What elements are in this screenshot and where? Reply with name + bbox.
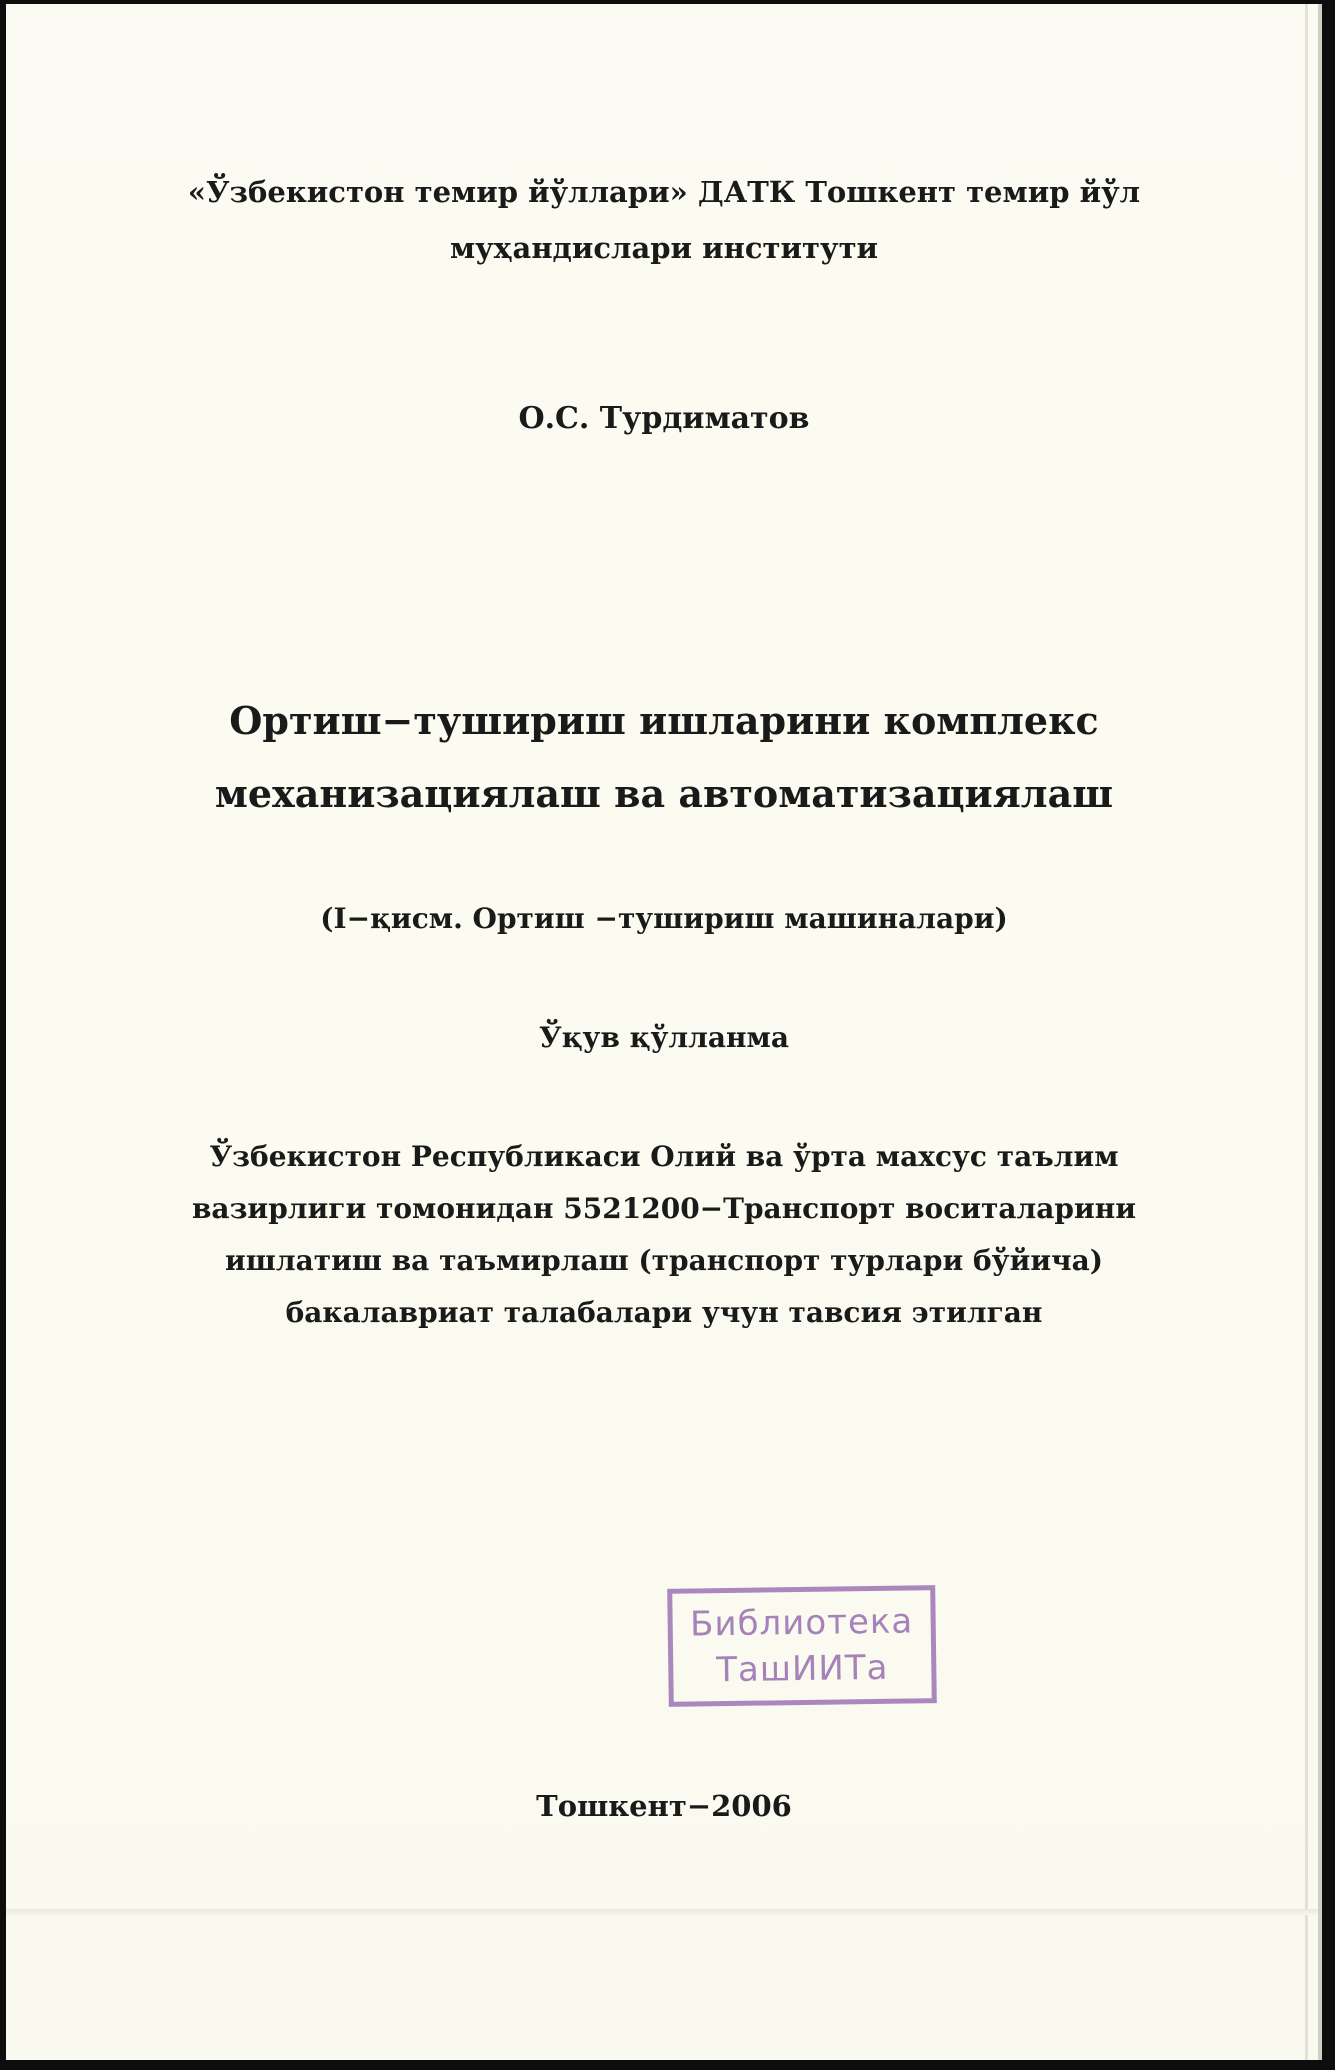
page-fold-line xyxy=(6,1909,1318,1915)
institution-heading xyxy=(6,164,1322,276)
document-type: Ўқув қўлланма xyxy=(538,1021,790,1054)
institution-line-2: муҳандислари институти xyxy=(449,231,879,265)
institution-line-1: «Ўзбекистон темир йўллари» ДАТК Тошкент темир йўл xyxy=(187,175,1141,209)
approval-line-4: бакалавриат талабалари учун тавсия этилган xyxy=(285,1296,1043,1329)
city-year: Тошкент−2006 xyxy=(536,1789,792,1823)
stamp-line-1: Библиотека xyxy=(689,1601,914,1645)
title-page xyxy=(6,4,1322,2060)
stamp-line-2: ТашИИТа xyxy=(715,1647,889,1691)
book-title-line-1: Ортиш−тушириш ишларини комплекс xyxy=(229,698,1099,743)
book-title xyxy=(6,684,1322,830)
library-stamp xyxy=(667,1585,937,1707)
approval-line-2: вазирлиги томонидан 5521200−Транспорт воситаларини xyxy=(191,1192,1137,1225)
approval-line-1: Ўзбекистон Республикаси Олий ва ўрта махсус таълим xyxy=(209,1140,1119,1173)
book-title-line-2: механизациялаш ва автоматизациялаш xyxy=(214,771,1114,816)
author-name: О.С. Турдиматов xyxy=(518,401,810,436)
approval-note xyxy=(6,1131,1322,1339)
part-subtitle: (I−қисм. Ортиш −тушириш машиналари) xyxy=(320,902,1008,935)
approval-line-3: ишлатиш ва таъмирлаш (транспорт турлари бўйича) xyxy=(225,1244,1103,1277)
